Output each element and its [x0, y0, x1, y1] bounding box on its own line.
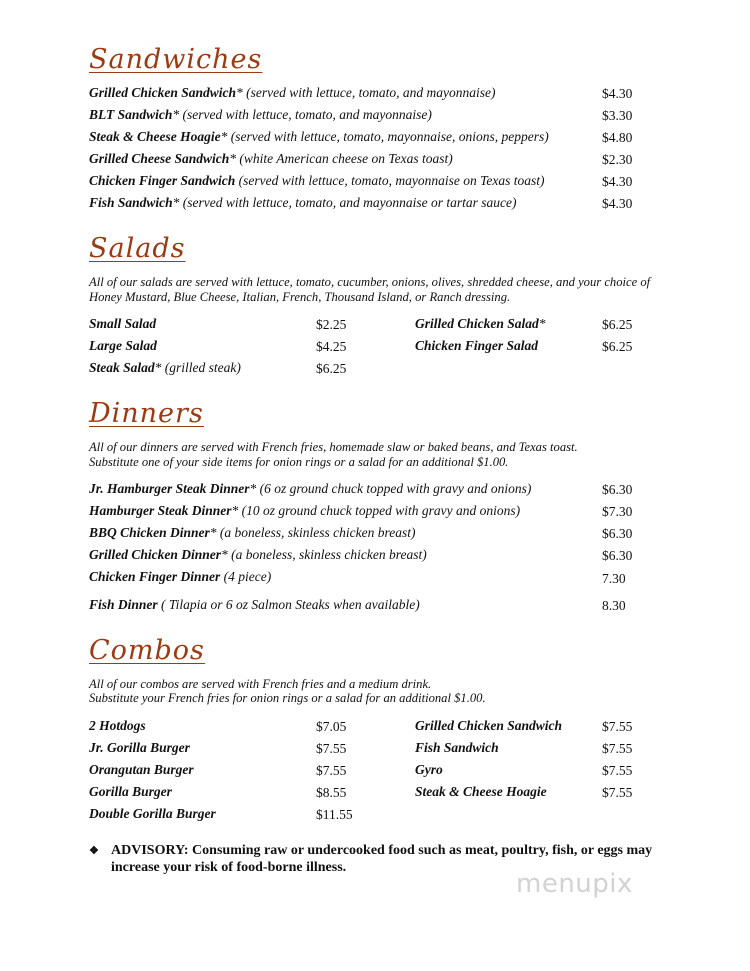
dinners-intro-line2: Substitute one of your side items for onion rings or a salad for an additional $1.00. [89, 455, 509, 469]
menu-item-price: $4.30 [602, 174, 633, 189]
menu-item-price: $6.25 [316, 361, 347, 376]
menu-item-price: $7.05 [316, 719, 347, 734]
menu-item-grilled-chicken-sandwich: Grilled Chicken Sandwich* (served with lettuce, tomato, and mayonnaise) [89, 85, 496, 100]
combos-heading: Combos [89, 635, 205, 666]
menu-item-steak-salad: Steak Salad* (grilled steak) [89, 360, 241, 375]
menu-item-grilled-cheese-sandwich: Grilled Cheese Sandwich* (white American cheese on Texas toast) [89, 151, 453, 166]
menu-item-price: $2.30 [602, 152, 633, 167]
combos-intro-line1: All of our combos are served with French fries and a medium drink. [89, 677, 432, 691]
menu-item-price: 8.30 [602, 598, 626, 613]
dinners-intro-line1: All of our dinners are served with French fries, homemade slaw or baked beans, and Texas toast. [89, 440, 578, 454]
salads-intro: All of our salads are served with lettuce, tomato, cucumber, onions, olives, shredded cheese, and your choice of Honey Mustard, Blue Cheese, Italian, French, Thousand Island, or Ranch dressing. [89, 275, 651, 304]
menu-item-jr-gorilla-burger: Jr. Gorilla Burger [89, 740, 190, 755]
menu-item-price: $7.30 [602, 504, 633, 519]
menu-item-price: $6.25 [602, 339, 633, 354]
menu-item-chicken-finger-salad: Chicken Finger Salad [415, 338, 539, 353]
menu-item-price: $7.55 [602, 741, 633, 756]
menu-item-large-salad: Large Salad [89, 338, 157, 353]
advisory-text: ADVISORY: Consuming raw or undercooked food such as meat, poultry, fish, or eggs may increase your risk of food-borne illness. [111, 843, 653, 875]
menu-item-price: $3.30 [602, 108, 633, 123]
menu-item-price: $6.25 [602, 317, 633, 332]
menu-item-bbq-chicken-dinner: BBQ Chicken Dinner* (a boneless, skinless chicken breast) [89, 525, 416, 540]
menu-item-jr-hamburger-steak-dinner: Jr. Hamburger Steak Dinner* (6 oz ground chuck topped with gravy and onions) [89, 481, 532, 496]
menu-item-fish-sandwich-combo: Fish Sandwich [415, 740, 499, 755]
salads-heading: Salads [89, 233, 186, 264]
menu-item-chicken-finger-sandwich: Chicken Finger Sandwich (served with lettuce, tomato, mayonnaise on Texas toast) [89, 173, 545, 188]
menu-item-blt-sandwich: BLT Sandwich* (served with lettuce, tomato, and mayonnaise) [89, 107, 432, 122]
menu-item-fish-sandwich: Fish Sandwich* (served with lettuce, tomato, and mayonnaise or tartar sauce) [89, 195, 517, 210]
menu-item-hamburger-steak-dinner: Hamburger Steak Dinner* (10 oz ground chuck topped with gravy and onions) [89, 503, 521, 518]
menu-item-steak-cheese-hoagie: Steak & Cheese Hoagie* (served with lettuce, tomato, mayonnaise, onions, peppers) [89, 129, 549, 144]
combos-intro-line2: Substitute your French fries for onion rings or a salad for an additional $1.00. [89, 691, 486, 705]
menu-item-gyro-combo: Gyro [415, 762, 443, 777]
diamond-bullet-icon: ❖ [89, 845, 99, 857]
menu-item-double-gorilla-burger: Double Gorilla Burger [89, 806, 216, 821]
menu-item-price: $2.25 [316, 317, 347, 332]
menu-item-2-hotdogs: 2 Hotdogs [89, 718, 146, 733]
menu-item-price: $8.55 [316, 785, 347, 800]
menupix-watermark: menupix [516, 869, 633, 899]
menu-item-price: $4.25 [316, 339, 347, 354]
menu-item-gorilla-burger: Gorilla Burger [89, 784, 172, 799]
menu-item-price: $7.55 [602, 763, 633, 778]
menu-item-grilled-chicken-sandwich-combo: Grilled Chicken Sandwich [415, 718, 563, 733]
menu-item-price: $7.55 [316, 741, 347, 756]
menu-item-chicken-finger-dinner: Chicken Finger Dinner (4 piece) [89, 569, 272, 584]
menu-item-price: $7.55 [316, 763, 347, 778]
menu-item-price: $4.30 [602, 196, 633, 211]
menu-item-grilled-chicken-salad: Grilled Chicken Salad* [415, 316, 546, 331]
menu-item-price: $6.30 [602, 482, 633, 497]
menu-item-price: $4.30 [602, 86, 633, 101]
menu-item-price: $4.80 [602, 130, 633, 145]
menu-item-price: 7.30 [602, 571, 626, 586]
menu-item-steak-cheese-hoagie-combo: Steak & Cheese Hoagie [415, 784, 547, 799]
menu-item-price: $6.30 [602, 548, 633, 563]
menu-item-small-salad: Small Salad [89, 316, 157, 331]
menu-item-grilled-chicken-dinner: Grilled Chicken Dinner* (a boneless, skinless chicken breast) [89, 547, 427, 562]
menu-item-price: $6.30 [602, 526, 633, 541]
menu-item-price: $7.55 [602, 719, 633, 734]
menu-item-price: $7.55 [602, 785, 633, 800]
sandwiches-heading: Sandwiches [89, 44, 263, 75]
menu-item-price: $11.55 [316, 807, 353, 822]
menu-item-orangutan-burger: Orangutan Burger [89, 762, 194, 777]
menu-item-fish-dinner: Fish Dinner ( Tilapia or 6 oz Salmon Steaks when available) [89, 597, 420, 612]
dinners-heading: Dinners [89, 398, 204, 429]
